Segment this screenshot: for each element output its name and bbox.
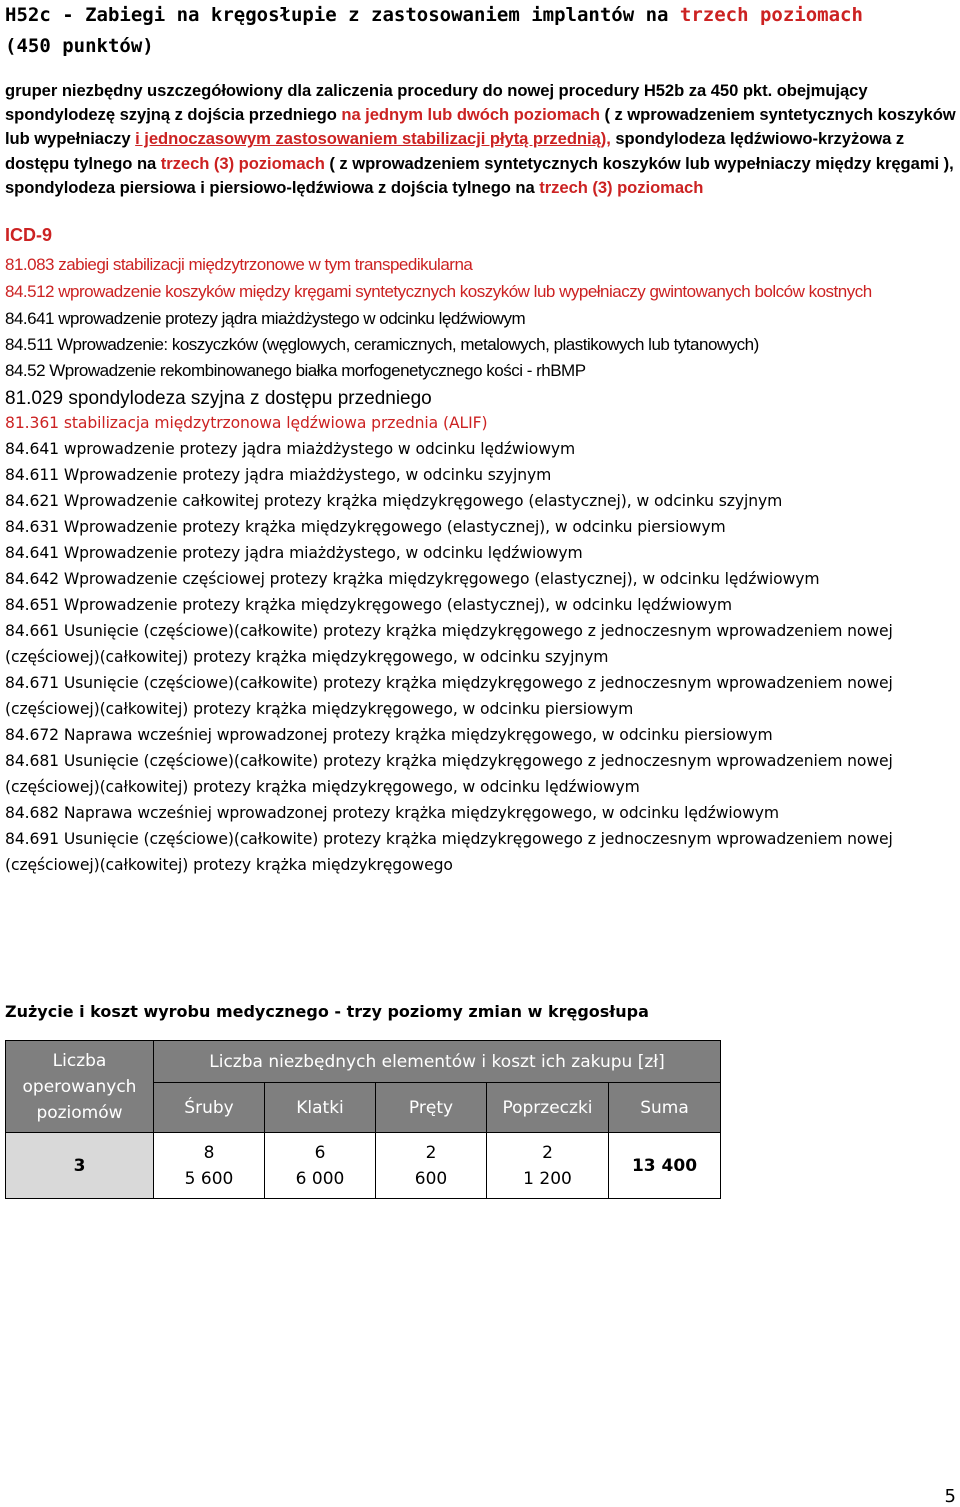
cell-cost: 6 000	[295, 1168, 345, 1189]
desc-highlight: trzech (3) poziomach	[539, 177, 704, 197]
column-header: Suma	[609, 1083, 721, 1133]
column-header: Śruby	[154, 1083, 265, 1133]
desc-highlight-underlined: i jednoczasowym zastosowaniem stabilizacji płytą przednią),	[135, 129, 611, 149]
column-header: Poprzeczki	[487, 1083, 609, 1133]
desc-highlight: trzech (3) poziomach	[160, 153, 325, 173]
cell-count: 2	[425, 1142, 437, 1163]
desc-segment: spondylodeza lędźwiowo-krzyżowa z dostępu tylnego na	[5, 129, 905, 173]
list-item: 84.651 Wprowadzenie protezy krążka międzykręgowego (elastycznej), w odcinku lędźwiowym	[5, 596, 733, 614]
page-number: 5	[944, 1486, 956, 1507]
page-title	[5, 0, 960, 62]
list-item: 81.361 stabilizacja międzytrzonowa lędźwiowa przednia (ALIF)	[5, 414, 488, 432]
icd-code-line-large: 81.029 spondylodeza szyjna z dostępu przedniego	[5, 388, 432, 409]
list-item: 84.681 Usunięcie (częściowe)(całkowite) protezy krążka międzykręgowego z jednoczesnym wprowadzeniem nowej (częściowej)(całkowitej) protezy krążka międzykręgowego, w odcinku lędźwiowym	[5, 752, 893, 796]
list-item: 84.631 Wprowadzenie protezy krążka międzykręgowego (elastycznej), w odcinku piersiowym	[5, 518, 726, 536]
cell-count: 8	[203, 1142, 215, 1163]
cell-count: 6	[314, 1142, 326, 1163]
procedure-description	[5, 79, 960, 200]
cell-cost: 1 200	[523, 1168, 572, 1189]
list-item: 84.642 Wprowadzenie częściowej protezy krążka międzykręgowego (elastycznej), w odcinku lędźwiowym	[5, 570, 820, 588]
table-cell	[154, 1133, 265, 1199]
cost-table	[5, 1040, 721, 1199]
list-item: 84.691 Usunięcie (częściowe)(całkowite) protezy krążka międzykręgowego z jednoczesnym wprowadzeniem nowej (częściowej)(całkowitej) protezy krążka międzykręgowego	[5, 830, 893, 874]
cell-count: 2	[542, 1142, 553, 1163]
table-cell-sum: 13 400	[609, 1133, 721, 1199]
table-cell	[265, 1133, 376, 1199]
column-header: Pręty	[376, 1083, 487, 1133]
desc-segment: ( z wprowadzeniem syntetycznych koszyków lub wypełniaczy między kręgami ), spondylodeza piersiowa i piersiowo-lędźwiowa z dojścia tylnego na	[5, 153, 954, 197]
list-item: 84.641 Wprowadzenie protezy jądra miażdżystego, w odcinku lędźwiowym	[5, 544, 583, 562]
table-cell	[487, 1133, 609, 1199]
table-cell	[376, 1133, 487, 1199]
column-header: Klatki	[265, 1083, 376, 1133]
desc-segment: gruper niezbędny uszczegółowiony dla zaliczenia procedury do nowej procedury H52b za 450 pkt. obejmujący spondylodezę szyjną z dojścia przedniego	[5, 81, 868, 125]
list-item: 84.611 Wprowadzenie protezy jądra miażdżystego, w odcinku szyjnym	[5, 466, 552, 484]
list-item: 84.661 Usunięcie (częściowe)(całkowite) protezy krążka międzykręgowego z jednoczesnym wprowadzeniem nowej (częściowej)(całkowitej) protezy krążka międzykręgowego, w odcinku szyjnym	[5, 622, 893, 666]
icd-code-line: 84.52 Wprowadzenie rekombinowanego białka morfogenetycznego kości - rhBMP	[5, 361, 586, 380]
title-points: (450 punktów)	[5, 35, 154, 57]
list-item: 84.621 Wprowadzenie całkowitej protezy krążka międzykręgowego (elastycznej), w odcinku szyjnym	[5, 492, 783, 510]
icd-code-line: 84.512 wprowadzenie koszyków między kręgami syntetycznych koszyków lub wypełniaczy gwintowanych bolców kostnych	[5, 282, 872, 301]
icd-code-list	[5, 410, 955, 878]
title-text: H52c - Zabiegi na kręgosłupie z zastosowaniem implantów na	[5, 4, 680, 26]
list-item: 84.682 Naprawa wcześniej wprowadzonej protezy krążka międzykręgowego, w odcinku lędźwiowym	[5, 804, 779, 822]
list-item: 84.671 Usunięcie (częściowe)(całkowite) protezy krążka międzykręgowego z jednoczesnym wprowadzeniem nowej (częściowej)(całkowitej) protezy krążka międzykręgowego, w odcinku piersiowym	[5, 674, 893, 718]
table-row	[6, 1133, 721, 1199]
cell-cost: 600	[414, 1168, 448, 1189]
cost-section-title: Zużycie i koszt wyrobu medycznego - trzy poziomy zmian w kręgosłupa	[5, 1002, 649, 1021]
list-item: 84.672 Naprawa wcześniej wprowadzonej protezy krążka międzykręgowego, w odcinku piersiowym	[5, 726, 773, 744]
desc-highlight: na jednym lub dwóch poziomach	[341, 105, 600, 125]
table-header-levels: Liczba operowanych poziomów	[6, 1041, 154, 1133]
title-highlight: trzech poziomach	[679, 4, 863, 26]
icd9-heading: ICD-9	[5, 225, 53, 245]
icd-code-line: 81.083 zabiegi stabilizacji międzytrzonowe w tym transpedikularna	[5, 255, 473, 274]
desc-segment: ( z wprowadzeniem syntetycznych koszyków lub wypełniaczy	[5, 105, 956, 149]
cell-cost: 5 600	[184, 1168, 234, 1189]
table-header-group: Liczba niezbędnych elementów i koszt ich zakupu [zł]	[154, 1041, 721, 1083]
table-cell-levels: 3	[6, 1133, 154, 1199]
icd-code-line: 84.641 wprowadzenie protezy jądra miażdżystego w odcinku lędźwiowym	[5, 309, 526, 328]
icd-code-line: 84.511 Wprowadzenie: koszyczków (węglowych, ceramicznych, metalowych, plastikowych lub tytanowych)	[5, 335, 759, 354]
list-item: 84.641 wprowadzenie protezy jądra miażdżystego w odcinku lędźwiowym	[5, 440, 576, 458]
